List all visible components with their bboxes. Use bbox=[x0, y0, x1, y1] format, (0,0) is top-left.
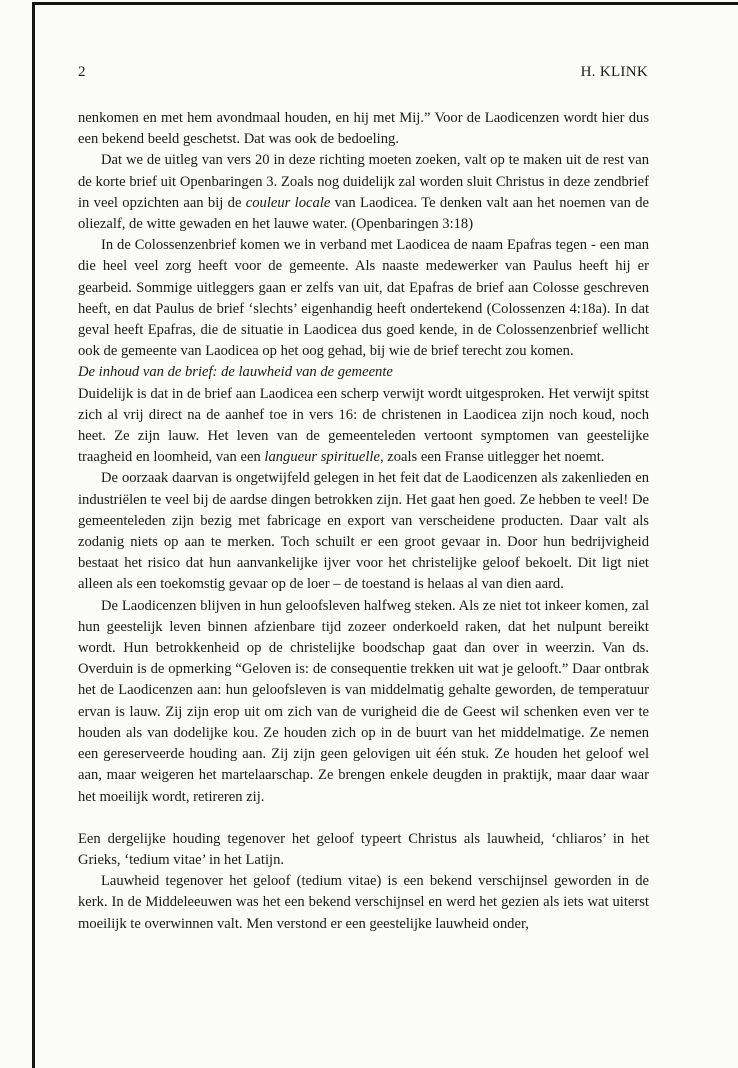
page-border-top bbox=[32, 2, 738, 5]
page-number: 2 bbox=[78, 64, 86, 80]
paragraph: Duidelijk is dat in de brief aan Laodicea een scherp verwijt wordt uitgesproken. Het verwijt spitst zich al vrij direct na de aanhef toe in vers 16: de christenen in Laodicea zijn noch koud, noch heet. Ze zijn lauw. Het leven van de gemeenteleden vertoont symptomen van geestelijke traagheid en loomheid, van een langueur spirituelle, zoals een Franse uitlegger het noemt. bbox=[78, 385, 649, 466]
running-head: H. KLINK bbox=[580, 64, 648, 80]
paragraph: In de Colossenzenbrief komen we in verband met Laodicea de naam Epafras tegen - een man die heel veel zorg heeft voor de gemeente. Als naaste medewerker van Paulus heeft hij er gearbeid. Sommige uitleggers gaan er zelfs van uit, dat Epafras de brief aan Colosse geschreven heeft, en dat Paulus de brief ‘slechts’ eigenhandig heeft ondertekend (Colossenzen 4:18a). In dat geval heeft Epafras, die de situatie in Laodicea dus goed kende, in de Colossenzenbrief wellicht ook de gemeente van Laodicea op het oog gehad, bij wie de brief terecht zou komen. bbox=[78, 237, 649, 360]
paragraph: Dat we de uitleg van vers 20 in deze richting moeten zoeken, valt op te maken uit de rest van de korte brief uit Openbaringen 3. Zoals nog duidelijk zal worden sluit Christus in deze zendbrief in veel opzichten aan bij de couleur locale van Laodicea. Te denken valt aan het noemen van de oliezalf, de witte gewaden en het lauwe water. (Openbaringen 3:18) bbox=[78, 152, 649, 233]
paragraph: De oorzaak daarvan is ongetwijfeld gelegen in het feit dat de Laodicenzen als zakenlieden en industriëlen te veel bij de aardse dingen betrokken zijn. Het gaat hen goed. Ze hebben te veel! De gemeenteleden zijn bezig met fabricage en export van verscheidene producten. Daar valt als zodanig niets op aan te merken. Toch schuilt er een groot gevaar in. Door hun bedrijvigheid bestaat het risico dat hun aanvankelijke ijver voor het christelijke geloof bekoelt. Dit ligt niet alleen als een toekomstig gevaar op de loer – de toestand is helaas al van dien aard. bbox=[78, 470, 649, 593]
section-heading: De inhoud van de brief: de lauwheid van de gemeente bbox=[78, 364, 393, 381]
paragraph: De Laodicenzen blijven in hun geloofsleven halfweg steken. Als ze niet tot inkeer komen, zal hun geestelijk leven binnen afzienbare tijd zozeer onderkoeld raken, dat het nulpunt bereikt wordt. Hun betrokkenheid op de christelijke boodschap gaat dan over in weerzin. Van ds. Overduin is de opmerking “Geloven is: de consequentie trekken uit wat je gelooft.” Daar ontbrak het de Laodicenzen aan: hun geloofsleven is van middelmatig gehalte geworden, de temperatuur ervan is lauw. Zij zijn erop uit om zich van de vurigheid die de Geest wil schenken even ver te houden als van dodelijke kou. Ze houden zich op in de buurt van het middelmatige. Ze nemen een gereserveerde houding aan. Zij zijn geen gelovigen uit één stuk. Ze houden het geloof wel aan, maar weigeren het martelaarschap. Ze brengen enkele deugden in praktijk, maar daar waar het moeilijk wordt, retireren zij. bbox=[78, 597, 649, 805]
body-text bbox=[78, 108, 649, 935]
paragraph: Lauwheid tegenover het geloof (tedium vitae) is een bekend verschijnsel geworden in de kerk. In de Middeleeuwen was het een bekend verschijnsel en werd het gezien als iets wat uiterst moeilijk te overwinnen valt. Men verstond er een geestelijke lauwheid onder, bbox=[78, 873, 649, 932]
paragraph: nenkomen en met hem avondmaal houden, en hij met Mij.” Voor de Laodicenzen wordt hier dus een bekend beeld geschetst. Dat was ook de bedoeling. bbox=[78, 110, 649, 148]
page-header bbox=[78, 64, 648, 84]
page-border-left bbox=[32, 2, 35, 1068]
italic-phrase: langueur spirituelle bbox=[264, 449, 380, 466]
paragraph: Een dergelijke houding tegenover het geloof typeert Christus als lauwheid, ‘chliaros’ in het Grieks, ‘tedium vitae’ in het Latijn. bbox=[78, 830, 649, 868]
italic-phrase: couleur locale bbox=[245, 194, 331, 211]
